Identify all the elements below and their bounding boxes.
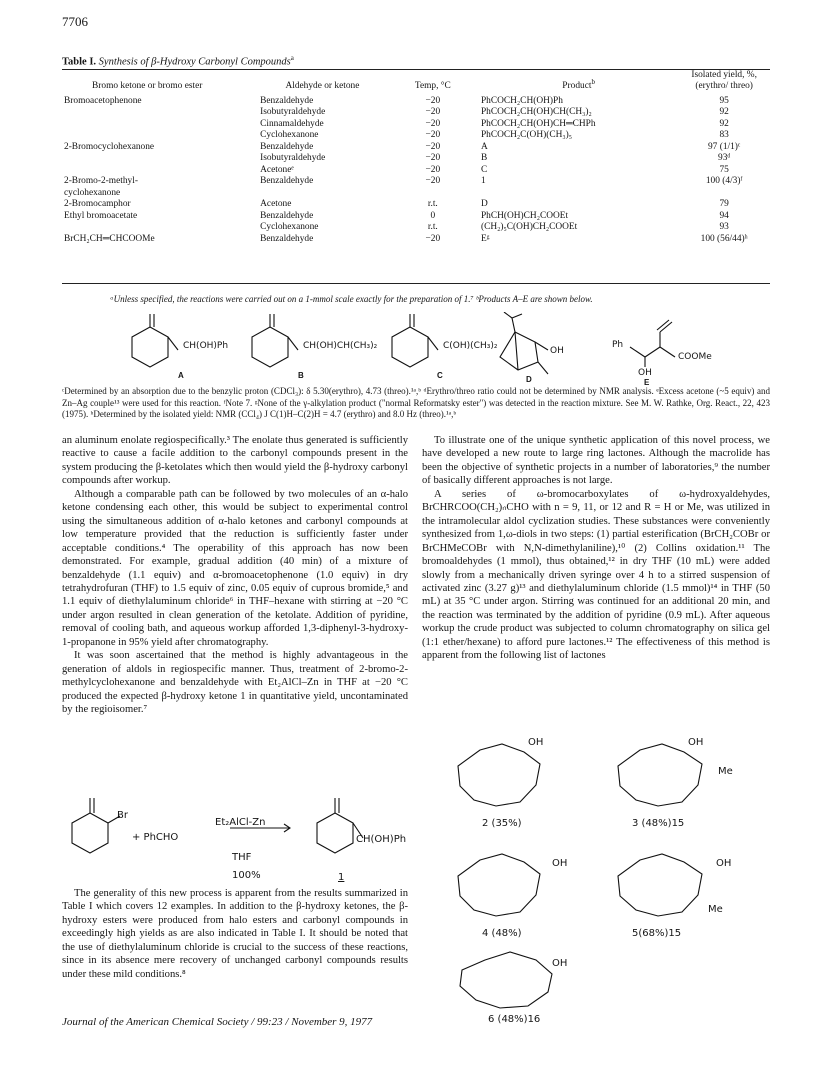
table-cell: −20 <box>425 141 441 152</box>
table-cell: PhCOCH₂CH(OH)Ph <box>480 95 563 106</box>
table-cell: Cyclohexanone <box>260 222 319 233</box>
table-cell: 2-Bromocamphor <box>64 199 131 210</box>
table-cell <box>62 165 258 176</box>
table-caption: Synthesis of β-Hydroxy Carbonyl Compounds <box>98 56 291 68</box>
left-paragraph-4: The generality of this new process is apparent from the results summarized in Table I which covers 12 examples. In addition to the β-hydroxy ketones, the β-hydroxy esters were produced from halo esters and carbonyl compounds in exceedingly high yields as are also indicated in Table I. It should be noted that the use of diethylaluminum chloride is crucial to the success of these reactions, since in its absence mere recovery of unchanged carbonyl compounds results under these mild conditions.⁸ <box>62 888 408 980</box>
table-cell: Isobutyraldehyde <box>260 153 326 164</box>
structure-b <box>252 314 298 367</box>
table-cell: Benzaldehyde <box>260 210 314 221</box>
scheme-bromo: Br <box>117 810 128 821</box>
lactone-6-oh: OH <box>552 958 568 969</box>
structure-letter-d: D <box>526 375 532 384</box>
table-row <box>62 234 770 245</box>
table-row <box>62 176 770 187</box>
table-row <box>62 165 770 176</box>
table-row <box>62 222 770 233</box>
table-cell: PhCH(OH)CH₂COOEt <box>480 210 569 221</box>
table-cell: PhCOCH₂CH(OH)CH(CH₃)₂ <box>480 107 592 118</box>
table-cell: 100 (4/3)ᶠ <box>705 176 743 187</box>
table-cell: −20 <box>425 164 441 175</box>
table-cell: r.t. <box>427 199 438 210</box>
table-cell: 2-Bromocyclohexanone <box>64 141 155 152</box>
table-cell: −20 <box>425 176 441 187</box>
right-paragraph-1: To illustrate one of the unique synthetic application of this novel process, we have developed a new route to large ring lactones. Although the macrolide has been the objective of synthetic projects in a number of laboratories,⁹ the number of basically different approaches is not large. <box>422 435 770 487</box>
table-cell: −20 <box>425 95 441 106</box>
table-cell: Benzaldehyde <box>260 176 314 187</box>
table-cell: 95 <box>719 95 729 106</box>
structure-c <box>392 314 438 367</box>
col-header-temp: Temp, °C <box>414 81 451 92</box>
table-cell: Acetone <box>260 199 292 210</box>
lactone-4 <box>458 854 540 916</box>
structure-letter-e: E <box>644 378 650 387</box>
right-column-text <box>422 434 770 663</box>
col-header-product <box>479 70 678 96</box>
table-cell: (CH₂)₅C(OH)CH₂COOEt <box>480 222 578 233</box>
table-cell: 94 <box>719 210 729 221</box>
structure-letter-c: C <box>437 371 443 380</box>
table-cell: A <box>480 141 488 152</box>
table-cell <box>62 119 258 130</box>
table-cell: 2-Bromo-2-methyl- <box>64 176 138 187</box>
table-body <box>62 96 770 245</box>
table-cell: BrCH₂CH═CHCOOMe <box>64 233 155 244</box>
structure-e-ph: Ph <box>612 340 624 350</box>
lactone-3-label: 3 (48%)15 <box>632 818 685 829</box>
structure-letter-b: B <box>298 371 304 380</box>
table-cell: 93 <box>719 222 729 233</box>
lactone-5-label: 5(68%)15 <box>632 928 682 939</box>
table-cell: 97 (1/1)ᶜ <box>707 141 741 152</box>
structure-letter-a: A <box>178 371 184 380</box>
table-cell: Benzaldehyde <box>260 95 314 106</box>
col-header-yield: Isolated yield, %, (erythro/ threo) <box>691 70 757 92</box>
table-cell: D <box>480 199 488 210</box>
table-row <box>62 96 770 107</box>
table-row <box>62 199 770 210</box>
scheme-yield: 100% <box>232 870 261 881</box>
table-cell: Benzaldehyde <box>260 141 314 152</box>
structure-c-substituent: C(OH)(CH₃)₂ <box>443 341 498 351</box>
table-cell <box>62 107 258 118</box>
journal-footer: Journal of the American Chemical Society / 99:23 / November 9, 1977 <box>62 1016 373 1028</box>
lactone-2-label: 2 (35%) <box>482 818 522 829</box>
table-bottom-rule <box>62 283 770 284</box>
table-cell: PhCOCH₂C(OH)(CH₃)₅ <box>480 130 573 141</box>
lactone-6-label: 6 (48%)16 <box>488 1014 541 1025</box>
scheme-benzaldehyde: + PhCHO <box>132 832 179 843</box>
table-footnotes-c-h: ᶜDetermined by an absorption due to the benzylic proton (CDCl₃): δ 5.30(erythro), 4.73 (threo).¹ᵃ,ᵇ ᵈErythro/threo ratio could not be determined by NMR analysis. ᵉExcess acetone (~5 equiv) and Zn–Ag couple¹³ were used for this reaction. ᶠNote 7. ᵍNone of the γ-alkylation product ("normal Reformatsky ester") was detected in the reaction mixture. See M. W. Rathke, Org. React., 22, 423 (1975). ʰDetermined by the isolated yield: NMR (CCl₄) J C(1)H–C(2)H = 4.7 (erythro) and 8.0 Hz (threo).¹ᵃ,ᵇ <box>62 386 770 420</box>
left-paragraph-2: Although a comparable path can be followed by two molecules of an α-halo ketone condensing each other, this would be subject to experimental control using the simultaneous addition of α-halo ketones and carbonyl compounds at low temperature provided that the reduction is sufficiently faster under acceptable conditions.⁴ The operability of this approach has now been demonstrated. For example, gradual addition (40 min) of a mixture of benzaldehyde (1.1 equiv) and α-bromoacetophenone (1.0 equiv) in dry tetrahydrofuran (THF) to 1.5 equiv of zinc, 0.05 equiv of cuprous bromide,⁵ and 1.1 equiv of diethylaluminum chloride⁶ in THF–hexane with stirring at −20 °C under argon resulted in clean generation of the ketolate. Addition of pyridine, removal of cooling bath, and aqueous workup afforded 1,3-diphenyl-3-hydroxy-1-propanone in 95% yield after chromatography. <box>62 488 408 648</box>
structure-b-substituent: CH(OH)CH(CH₃)₂ <box>303 341 378 351</box>
scheme-product-number: 1 <box>338 872 345 883</box>
table-cell: −20 <box>425 153 441 164</box>
table-cell: −20 <box>425 118 441 129</box>
table-cell: r.t. <box>427 222 438 233</box>
table-cell: −20 <box>425 233 441 244</box>
table-row <box>62 188 770 199</box>
table-cell: Cyclohexanone <box>260 130 319 141</box>
table-cell: 92 <box>719 107 729 118</box>
table-cell <box>62 222 258 233</box>
col-header-product-label: Product <box>562 81 592 92</box>
table-row <box>62 153 770 164</box>
table-cell: Bromoacetophenone <box>64 95 142 106</box>
lactone-4-oh: OH <box>552 858 568 869</box>
synthesis-table <box>62 70 770 245</box>
lactone-5 <box>618 854 702 916</box>
left-column-text <box>62 434 408 717</box>
table-cell: 75 <box>719 164 729 175</box>
table-cell: 93ᵈ <box>718 153 731 164</box>
table-cell: Ethyl bromoacetate <box>64 210 138 221</box>
col-header-bromo: Bromo ketone or bromo ester <box>92 81 203 92</box>
scheme-solvent: THF <box>232 852 252 863</box>
lactone-5-me: Me <box>708 904 723 915</box>
structure-a-substituent: CH(OH)Ph <box>183 341 229 351</box>
structure-e-coome: COOMe <box>678 352 712 362</box>
right-paragraph-2: A series of ω-bromocarboxylates of ω-hydroxyaldehydes, BrCHRCOO(CH₂)ₙCHO with n = 9, 11, or 12 and R = H or Me, was utilized in the intramolecular aldol cyclization studies. These substances were conveniently synthesized from 1,ω-diols in two steps: (1) partial esterification (BrCH₂COBr or BrCHMeCOBr with N,N-dimethylaniline),¹⁰ (2) Collins oxidation.¹¹ The bromoaldehydes (1 mmol), thus obtained,¹² in dry THF (10 mL) were added slowly from a mechanically driven syringe over 4 h to a stirred suspension of activated zinc (3.27 g)¹³ and diethylaluminum chloride (1.5 mmol)¹⁴ in THF (50 mL) at 35 °C under argon. Stirring was continued for an additional 20 min, and the reaction was terminated by the addition of pyridine (0.9 mL). After aqueous workup the crude product was subjected to column chromatography on silica gel (1:1 ether/hexane) to afford pure lactones.¹² The effectiveness of this method is apparent from the following list of lactones <box>422 488 770 662</box>
table-row <box>62 142 770 153</box>
structure-e <box>630 320 675 367</box>
table-cell: Acetoneᵉ <box>260 164 294 175</box>
table-cell: 92 <box>719 118 729 129</box>
table-cell: C <box>480 164 488 175</box>
scheme-reagent: Et₂AlCl-Zn <box>215 817 266 828</box>
table-row <box>62 130 770 141</box>
table-cell: 83 <box>719 130 729 141</box>
table-cell: Benzaldehyde <box>260 233 314 244</box>
table-footnote-a: ᵃUnless specified, the reactions were carried out on a 1-mmol scale exactly for the preparation of 1.⁷ ᵇProducts A–E are shown below. <box>110 294 593 304</box>
scheme-product-substituent: CH(OH)Ph <box>356 834 407 845</box>
structure-a <box>132 314 178 367</box>
table-caption-footnote-marker: a <box>290 54 294 62</box>
table-cell <box>62 153 258 164</box>
col-header-product-footnote: b <box>591 78 595 87</box>
table-cell: cyclohexanone <box>64 187 121 198</box>
lactone-6 <box>460 952 552 1008</box>
lactone-3-oh: OH <box>688 737 704 748</box>
table-row <box>62 119 770 130</box>
lactone-2 <box>458 744 540 806</box>
table-cell: Isobutyraldehyde <box>260 107 326 118</box>
table-row <box>62 211 770 222</box>
structure-e-oh: OH <box>638 368 652 378</box>
table-cell <box>258 188 387 199</box>
table-row <box>62 107 770 118</box>
table-cell <box>479 188 678 199</box>
structure-d-oh: OH <box>550 346 564 356</box>
left-column-bottom-text <box>62 887 408 981</box>
table-cell: Eᵍ <box>480 233 490 244</box>
lactone-5-oh: OH <box>716 858 732 869</box>
page-number: 7706 <box>62 14 88 29</box>
table-cell <box>387 188 479 199</box>
table-cell: 100 (56/44)ʰ <box>700 233 748 244</box>
left-paragraph-3: It was soon ascertained that the method is highly advantageous in the generation of aldols in regiospecific manner. Thus, treatment of 2-bromo-2-methylcyclohexanone and benzaldehyde with Et₂AlCl–Zn in THF at −20 °C produced the expected β-hydroxy ketone 1 in quantitative yield, uncontaminated by the regioisomer.⁷ <box>62 650 408 716</box>
table-cell <box>62 130 258 141</box>
lactone-4-label: 4 (48%) <box>482 928 522 939</box>
table-cell: 0 <box>430 210 436 221</box>
table-cell: −20 <box>425 107 441 118</box>
table-title <box>62 54 294 68</box>
lactone-2-oh: OH <box>528 737 544 748</box>
col-header-aldehyde: Aldehyde or ketone <box>285 81 360 92</box>
table-cell: −20 <box>425 130 441 141</box>
lactone-3 <box>618 744 702 806</box>
table-cell <box>678 188 770 199</box>
left-paragraph-1: an aluminum enolate regiospecifically.³ The enolate thus generated is sufficiently reactive to cause a facile addition to the carbonyl compounds present in the system producing the β-ketolates which then would yield the β-hydroxy carbonyl compounds after workup. <box>62 435 408 487</box>
table-cell: B <box>480 153 488 164</box>
table-cell: 79 <box>719 199 729 210</box>
table-label: Table I. <box>62 56 97 68</box>
structure-d <box>500 312 548 374</box>
lactone-3-me: Me <box>718 766 733 777</box>
table-cell: 1 <box>480 176 486 187</box>
table-cell: PhCOCH₂CH(OH)CH═CHPh <box>480 118 596 129</box>
table-cell: Cinnamaldehyde <box>260 118 324 129</box>
